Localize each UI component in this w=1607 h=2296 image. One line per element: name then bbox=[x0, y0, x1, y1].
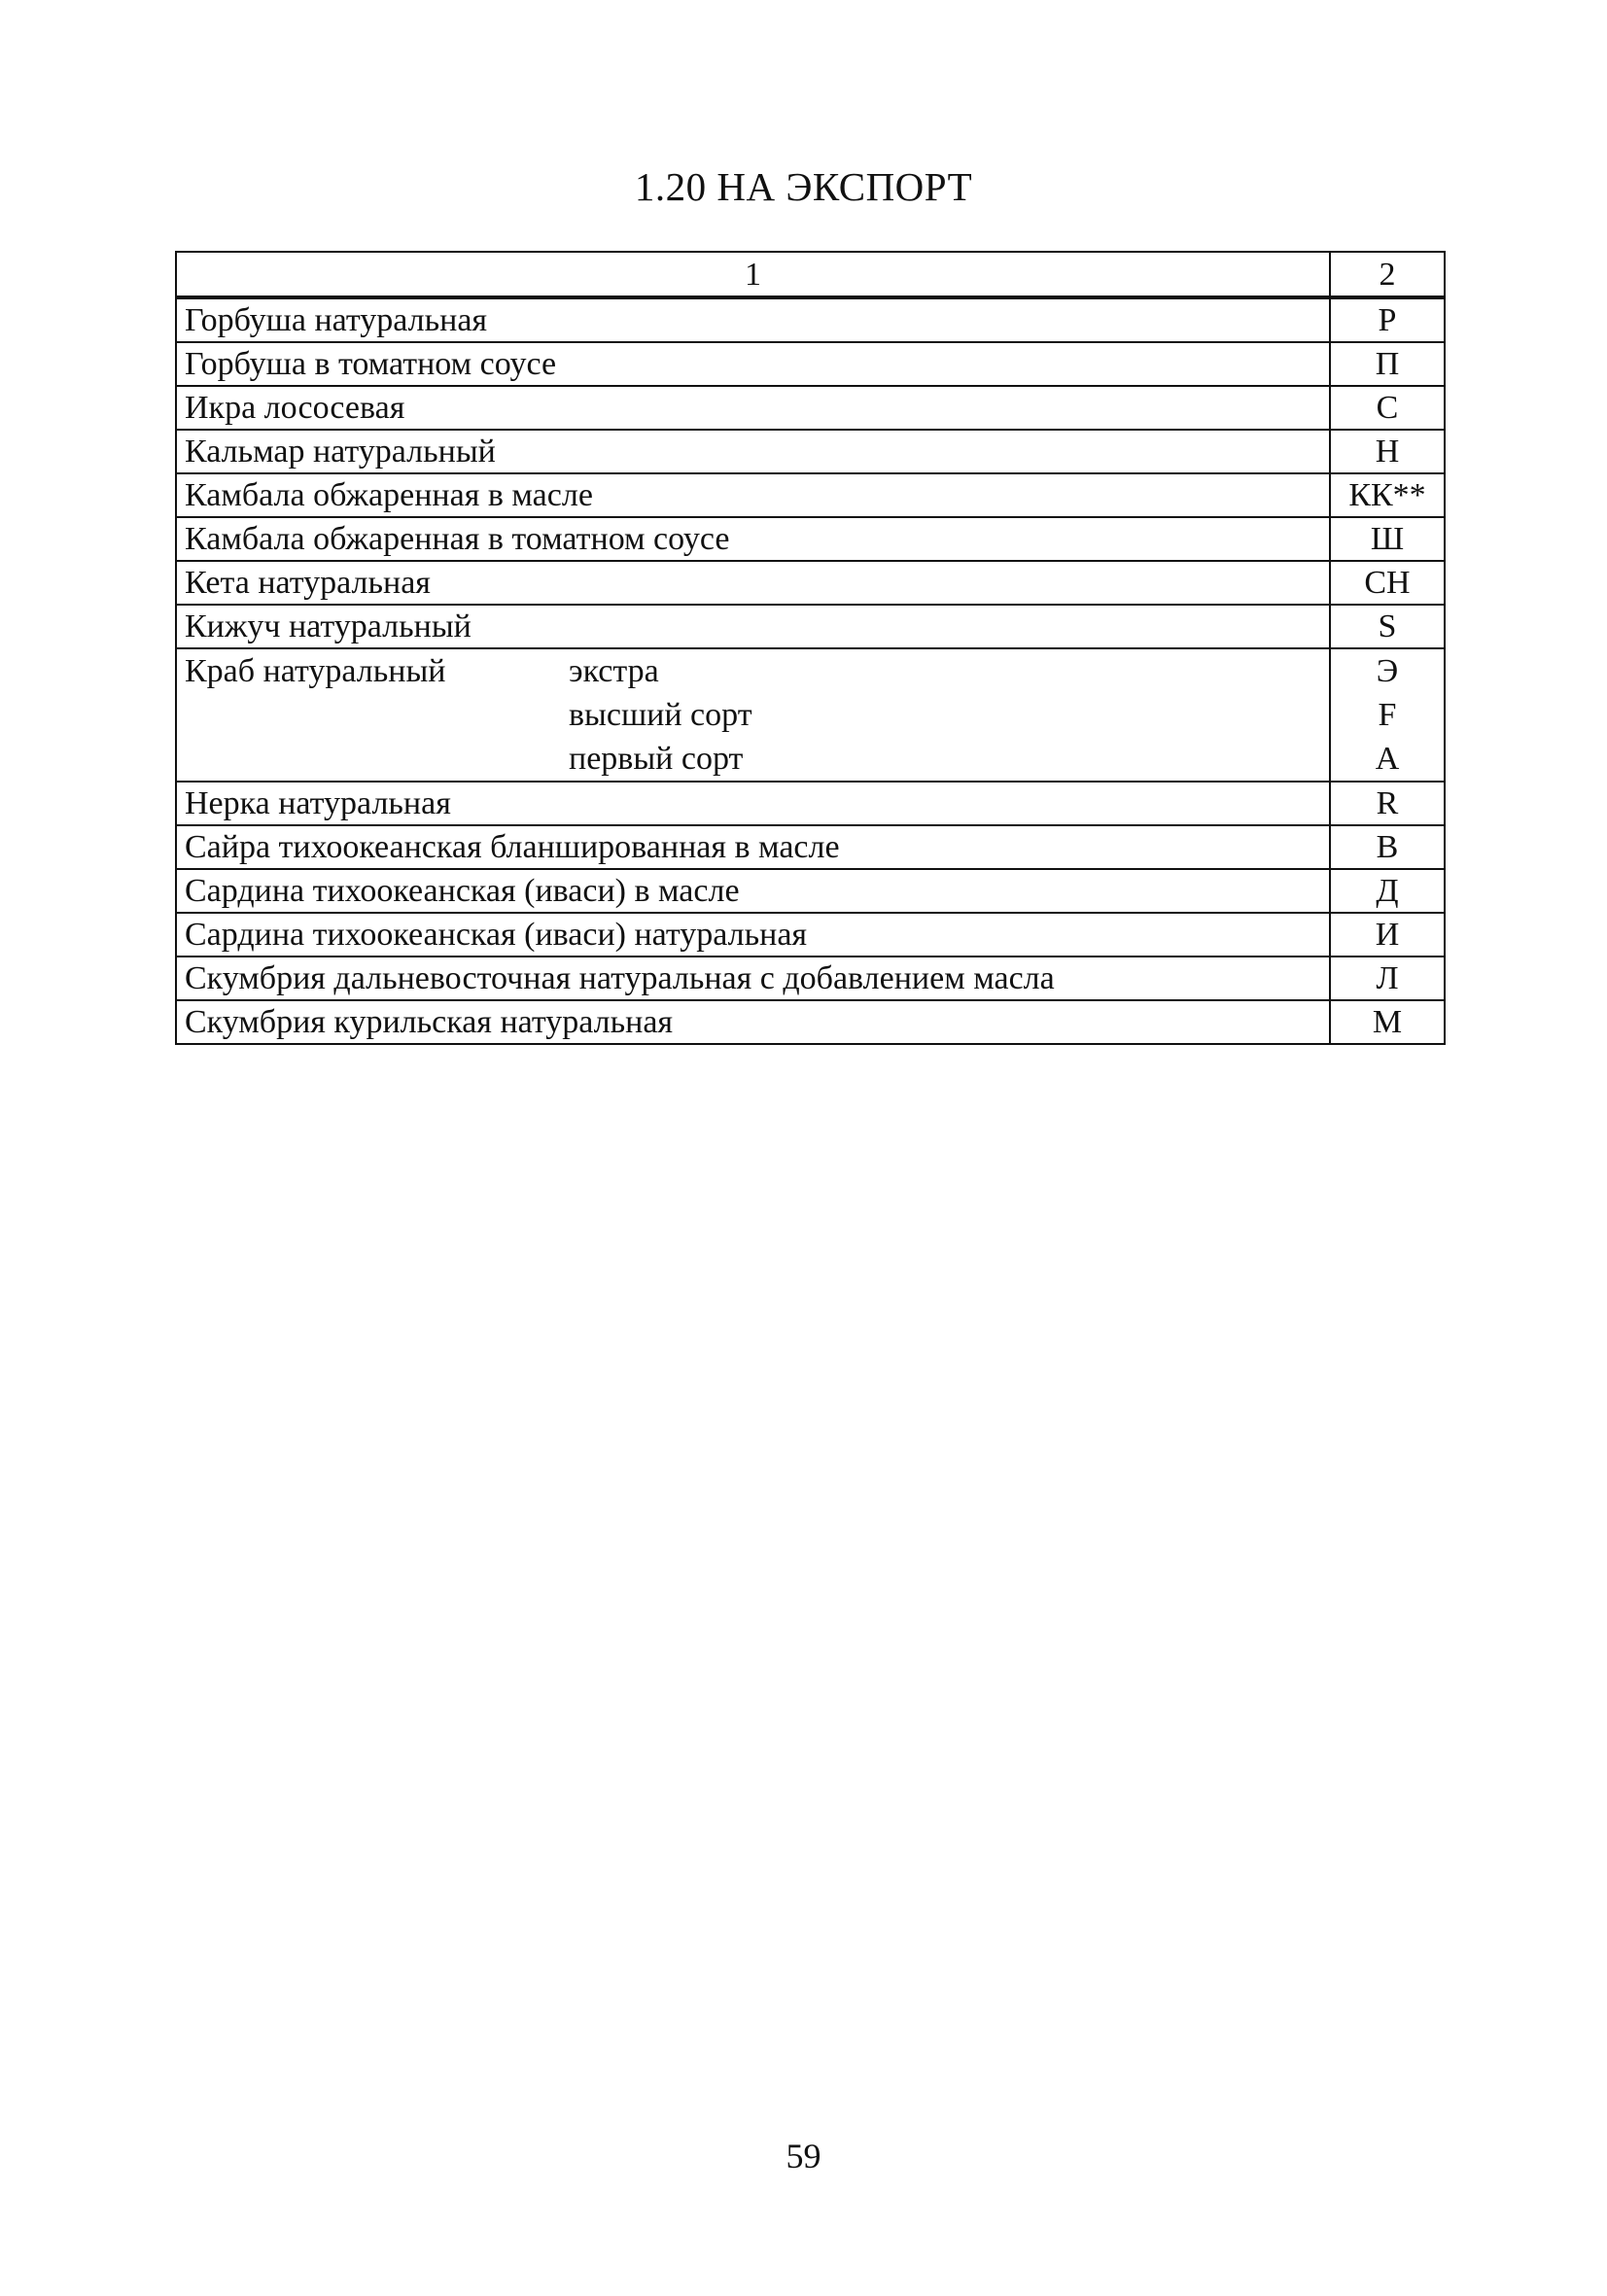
product-code: И bbox=[1330, 913, 1445, 957]
product-code: Д bbox=[1330, 869, 1445, 913]
page-title: 1.20 НА ЭКСПОРТ bbox=[634, 164, 973, 209]
page-number: 59 bbox=[786, 2137, 821, 2175]
product-name: Сардина тихоокеанская (иваси) натуральная bbox=[176, 913, 1330, 957]
product-name: Камбала обжаренная в масле bbox=[176, 473, 1330, 517]
product-name: Нерка натуральная bbox=[176, 782, 1330, 825]
table-row bbox=[176, 957, 1445, 1000]
table-row bbox=[176, 297, 1445, 342]
table-header-row bbox=[176, 252, 1445, 297]
table-row bbox=[176, 517, 1445, 561]
table-row-crab bbox=[176, 648, 1445, 782]
crab-codes-cell bbox=[1330, 648, 1445, 782]
crab-code-extra: Э bbox=[1376, 653, 1399, 689]
product-code: СН bbox=[1330, 561, 1445, 605]
crab-name: Краб натуральный bbox=[185, 653, 446, 689]
column-header-2: 2 bbox=[1330, 252, 1445, 297]
product-name: Сайра тихоокеанская бланшированная в масле bbox=[176, 825, 1330, 869]
crab-code-highest: F bbox=[1378, 697, 1397, 733]
product-code: S bbox=[1330, 605, 1445, 648]
crab-grade-highest: высший сорт bbox=[569, 697, 752, 733]
table-row bbox=[176, 782, 1445, 825]
product-code: КК** bbox=[1330, 473, 1445, 517]
product-name: Кальмар натуральный bbox=[176, 430, 1330, 473]
product-code: Л bbox=[1330, 957, 1445, 1000]
table-row bbox=[176, 1000, 1445, 1044]
table-row bbox=[176, 913, 1445, 957]
crab-cell bbox=[176, 648, 1330, 782]
product-name: Камбала обжаренная в томатном соусе bbox=[176, 517, 1330, 561]
product-name: Скумбрия дальневосточная натуральная с добавлением масла bbox=[176, 957, 1330, 1000]
product-code: В bbox=[1330, 825, 1445, 869]
table-row bbox=[176, 825, 1445, 869]
crab-code-first: А bbox=[1375, 741, 1400, 777]
product-name: Горбуша натуральная bbox=[176, 297, 1330, 342]
product-code: R bbox=[1330, 782, 1445, 825]
product-code-table bbox=[175, 251, 1446, 1045]
product-name: Скумбрия курильская натуральная bbox=[176, 1000, 1330, 1044]
column-header-1: 1 bbox=[176, 252, 1330, 297]
product-code: С bbox=[1330, 386, 1445, 430]
table-row bbox=[176, 386, 1445, 430]
product-name: Кижуч натуральный bbox=[176, 605, 1330, 648]
table-row bbox=[176, 869, 1445, 913]
crab-grade-extra: экстра bbox=[569, 653, 659, 689]
product-code: Ш bbox=[1330, 517, 1445, 561]
product-code: П bbox=[1330, 342, 1445, 386]
product-code: М bbox=[1330, 1000, 1445, 1044]
table-row bbox=[176, 473, 1445, 517]
product-name: Кета натуральная bbox=[176, 561, 1330, 605]
product-name: Сардина тихоокеанская (иваси) в масле bbox=[176, 869, 1330, 913]
crab-grade-grid bbox=[185, 649, 1321, 781]
product-code: Н bbox=[1330, 430, 1445, 473]
table-row bbox=[176, 342, 1445, 386]
table-row bbox=[176, 430, 1445, 473]
product-name: Икра лососевая bbox=[176, 386, 1330, 430]
product-code: Р bbox=[1330, 297, 1445, 342]
table-row bbox=[176, 561, 1445, 605]
product-name: Горбуша в томатном соусе bbox=[176, 342, 1330, 386]
crab-grade-first: первый сорт bbox=[569, 741, 744, 777]
table-row bbox=[176, 605, 1445, 648]
